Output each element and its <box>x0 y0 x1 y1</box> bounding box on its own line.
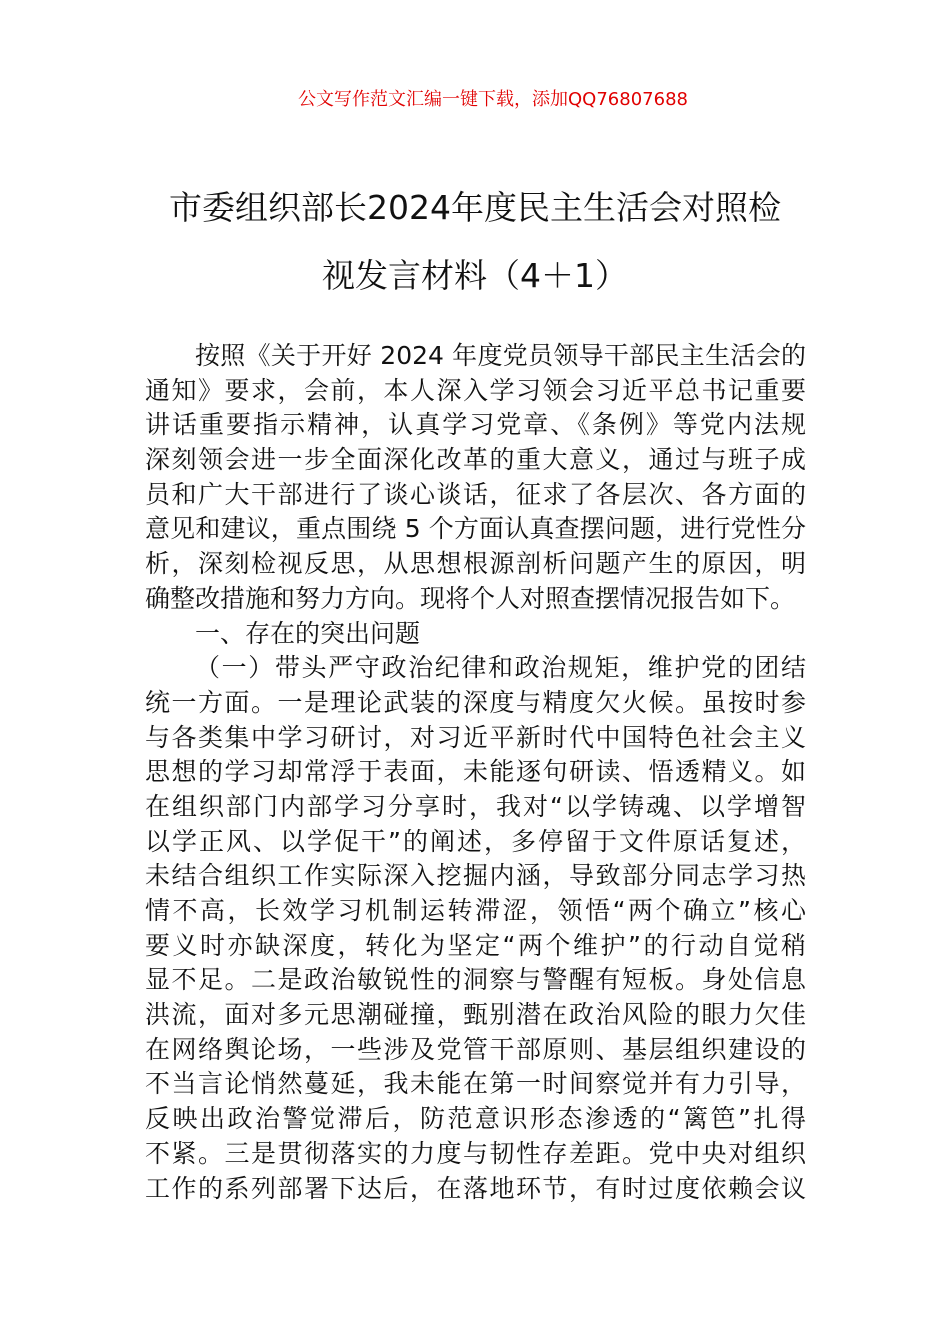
text-line: 一、存在的突出问题 <box>195 618 421 648</box>
document-title-line-1: 市委组织部长2024年度民主生活会对照检 <box>169 188 781 227</box>
paragraph <box>145 617 806 652</box>
watermark-header: 公文写作范文汇编一键下载，添加QQ76807688 <box>298 89 688 110</box>
paragraph <box>145 339 806 617</box>
text-line: 深刻领会进一步全面深化改革的重大意义，通过与班子成 <box>145 445 806 475</box>
text-line: 情不高，长效学习机制运转滞涩，领悟“两个确立”核心 <box>145 896 806 925</box>
text-line: 未结合组织工作实际深入挖掘内涵，导致部分同志学习热 <box>145 861 806 891</box>
text-line: 按照《关于开好 2024 年度党员领导干部民主生活会的 <box>195 341 806 370</box>
text-line: 反映出政治警觉滞后，防范意识形态渗透的“篱笆”扎得 <box>145 1104 806 1134</box>
text-line: 讲话重要指示精神，认真学习党章、《条例》等党内法规 <box>145 410 806 440</box>
text-line: 与各类集中学习研讨，对习近平新时代中国特色社会主义 <box>145 722 806 752</box>
text-line: 要义时亦缺深度，转化为坚定“两个维护”的行动自觉稍 <box>145 930 806 960</box>
text-line: 确整改措施和努力方向。现将个人对照查摆情况报告如下。 <box>145 583 796 613</box>
document-body <box>145 339 806 1206</box>
document-title-line-2: 视发言材料（4＋1） <box>322 256 628 295</box>
text-line: 通知》要求，会前，本人深入学习领会习近平总书记重要 <box>145 375 806 405</box>
text-line: 员和广大干部进行了谈心谈话，征求了各层次、各方面的 <box>145 479 806 509</box>
text-line: 以学正风、以学促干”的阐述，多停留于文件原话复述， <box>145 826 806 856</box>
text-line: 工作的系列部署下达后，在落地环节，有时过度依赖会议 <box>145 1173 806 1203</box>
text-line: 意见和建议，重点围绕 5 个方面认真查摆问题，进行党性分 <box>145 514 806 544</box>
text-line: 在组织部门内部学习分享时，我对“以学铸魂、以学增智 <box>145 791 806 821</box>
text-line: 析，深刻检视反思，从思想根源剖析问题产生的原因，明 <box>145 549 806 579</box>
paragraph <box>145 651 806 1206</box>
text-line: 显不足。二是政治敏锐性的洞察与警醒有短板。身处信息 <box>145 965 806 995</box>
text-line: 统一方面。一是理论武装的深度与精度欠火候。虽按时参 <box>145 687 806 717</box>
text-line: 思想的学习却常浮于表面，未能逐句研读、悟透精义。如 <box>145 757 806 787</box>
text-line: 不紧。三是贯彻落实的力度与韧性存差距。党中央对组织 <box>145 1138 806 1168</box>
text-line: 在网络舆论场，一些涉及党管干部原则、基层组织建设的 <box>145 1034 806 1064</box>
text-line: （一）带头严守政治纪律和政治规矩，维护党的团结 <box>195 653 806 683</box>
text-line: 洪流，面对多元思潮碰撞，甄别潜在政治风险的眼力欠佳 <box>145 1000 806 1030</box>
text-line: 不当言论悄然蔓延，我未能在第一时间察觉并有力引导， <box>145 1069 806 1099</box>
